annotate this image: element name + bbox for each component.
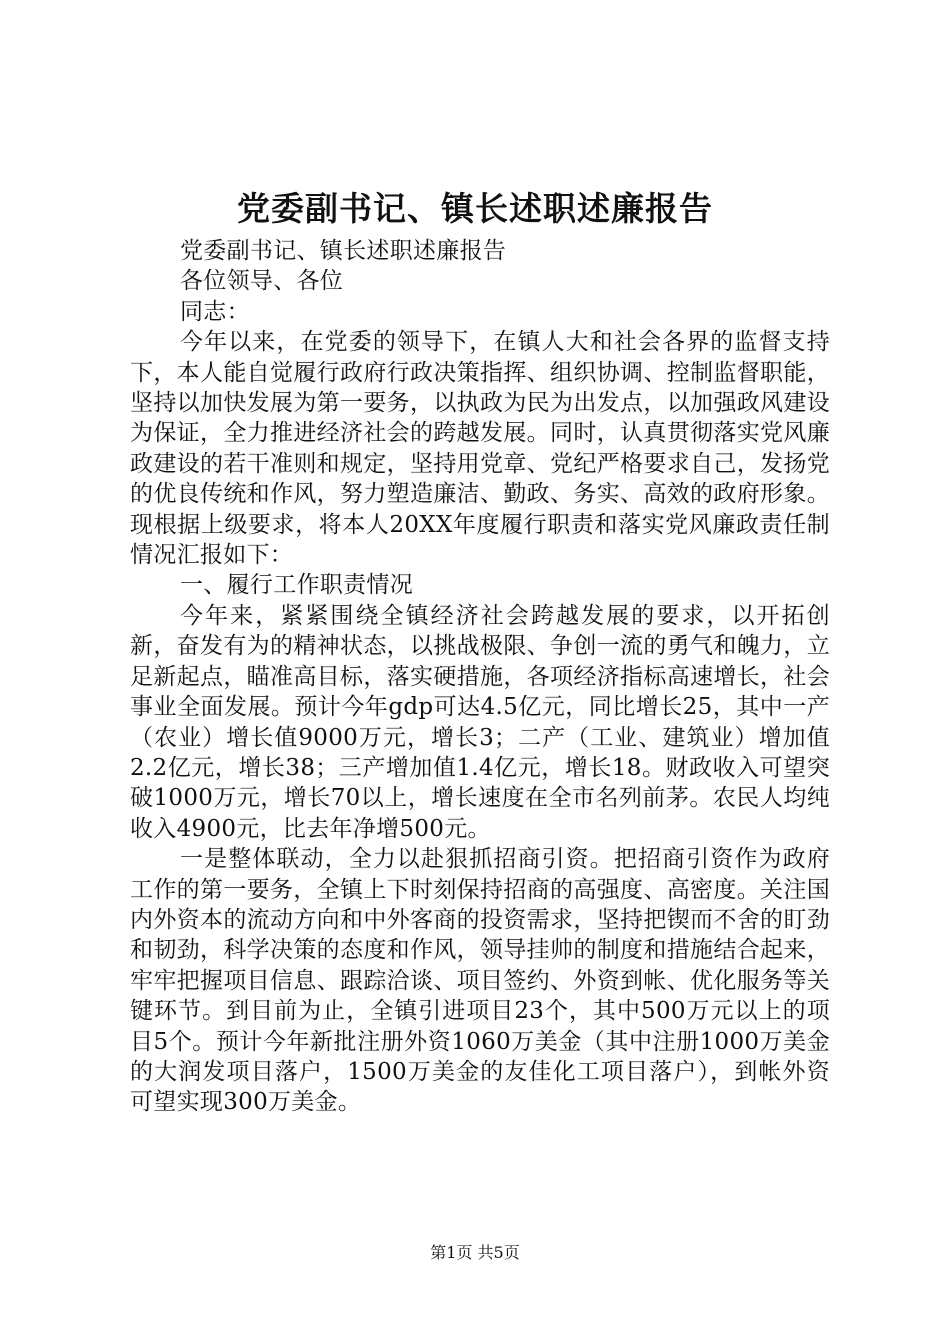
document-body <box>130 236 830 1118</box>
paragraph-salutation: 各位领导、各位 <box>180 268 344 295</box>
section-heading: 一、履行工作职责情况 <box>180 572 413 599</box>
paragraph-intro: 今年以来，在党委的领导下，在镇人大和社会各界的监督支持下，本人能自觉履行政府行政决策指挥、组织协调、控制监督职能，坚持以加快发展为第一要务，以执政为民为出发点，以加强政风建设为保证，全力推进经济社会的跨越发展。同时，认真贯彻落实党风廉政建设的若干准则和规定，坚持用党章、党纪严格要求自己，发扬党的优良传统和作风，努力塑造廉洁、勤政、务实、高效的政府形象。现根据上级要求，将本人20XX年度履行职责和落实党风廉政责任制情况汇报如下： <box>130 329 830 569</box>
paragraph-economy: 今年来，紧紧围绕全镇经济社会跨越发展的要求，以开拓创新，奋发有为的精神状态，以挑战极限、争创一流的勇气和魄力，立足新起点，瞄准高目标，落实硬措施，各项经济指标高速增长，社会事业全面发展。预计今年gdp可达4.5亿元，同比增长25，其中一产（农业）增长值9000万元，增长3；二产（工业、建筑业）增加值2.2亿元，增长38；三产增加值1.4亿元，增长18。财政收入可望突破1000万元，增长70以上，增长速度在全市名列前茅。农民人均纯收入4900元，比去年净增500元。 <box>130 602 830 842</box>
page-footer: 第1页 共5页 <box>430 1243 520 1262</box>
paragraph-investment: 一是整体联动，全力以赴狠抓招商引资。把招商引资作为政府工作的第一要务，全镇上下时刻保持招商的高强度、高密度。关注国内外资本的流动方向和中外客商的投资需求，坚持把锲而不舍的盯劲和韧劲，科学决策的态度和作风，领导挂帅的制度和措施结合起来，牢牢把握项目信息、跟踪洽谈、项目签约、外资到帐、优化服务等关键环节。到目前为止，全镇引进项目23个，其中500万元以上的项目5个。预计今年新批注册外资1060万美金（其中注册1000万美金的大润发项目落户，1500万美金的友佳化工项目落户），到帐外资可望实现300万美金。 <box>130 846 830 1116</box>
paragraph-subtitle: 党委副书记、镇长述职述廉报告 <box>180 238 507 264</box>
document-title: 党委副书记、镇长述职述廉报告 <box>237 189 713 228</box>
paragraph-salutation-cont: 同志： <box>180 298 250 325</box>
